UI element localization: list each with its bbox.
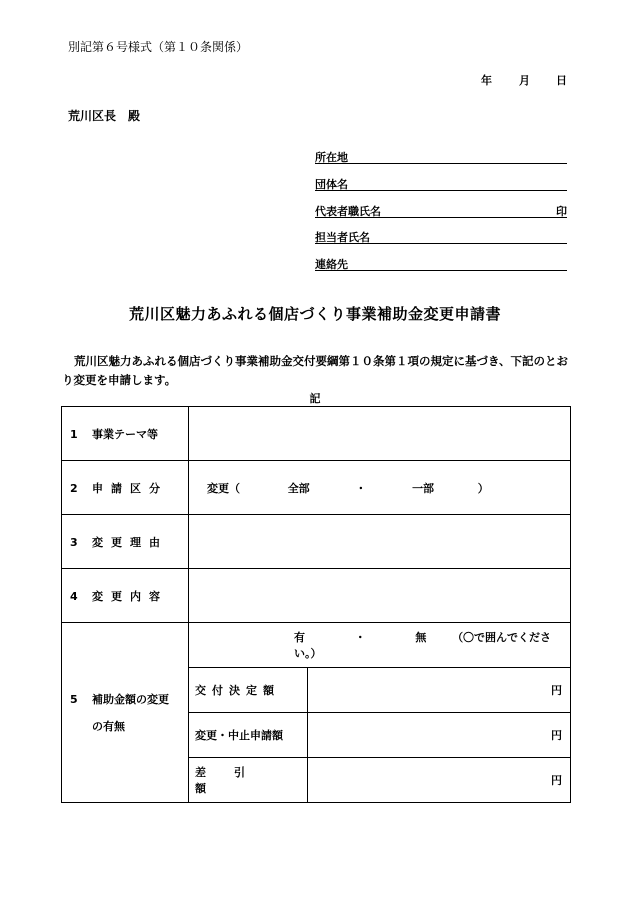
- table-row: [62, 569, 571, 623]
- table-row: [62, 461, 571, 515]
- seal-mark: 印: [556, 205, 567, 218]
- contact-person-label: 担当者氏名: [315, 231, 370, 244]
- row-label: [62, 569, 189, 623]
- date-day: 日: [556, 74, 567, 87]
- date-month: 月: [519, 74, 530, 87]
- addressee: 荒川区長 殿: [68, 109, 141, 123]
- reason-label: 変更理由: [92, 535, 168, 549]
- date-year: 年: [481, 74, 492, 87]
- row-number: 5: [70, 692, 78, 706]
- amount-label: 変更・中止申請額: [189, 713, 308, 758]
- row-number: 1: [70, 427, 78, 441]
- application-table: [61, 406, 571, 803]
- close-paren: ）: [477, 481, 489, 495]
- option-part[interactable]: 一部: [412, 481, 435, 495]
- yen-unit: 円: [551, 729, 562, 742]
- row-label: [62, 515, 189, 569]
- body-text: 荒川区魅力あふれる個店づくり事業補助金交付要綱第１０条第１項の規定に基づき、下記のとおり変更を申請します。: [62, 354, 569, 387]
- contact-person-field[interactable]: [315, 229, 567, 244]
- separator-dot: ・: [354, 631, 366, 644]
- table-row: [62, 515, 571, 569]
- table-row: [62, 623, 571, 668]
- amount-label: 差引額: [189, 758, 308, 803]
- yes-no-field[interactable]: [189, 623, 571, 668]
- row-number: 2: [70, 481, 78, 495]
- circle-note: （〇で囲んでください。）: [294, 631, 552, 660]
- granted-amount-field[interactable]: [308, 668, 571, 713]
- category-field[interactable]: [189, 461, 571, 515]
- content-field[interactable]: [189, 569, 571, 623]
- contact-label: 連絡先: [315, 258, 348, 271]
- separator-dot: ・: [355, 481, 367, 495]
- document-title: 荒川区魅力あふれる個店づくり事業補助金変更申請書: [128, 305, 501, 323]
- option-all[interactable]: 全部: [287, 481, 310, 495]
- category-label: 申請区分: [92, 481, 168, 495]
- row-label: [62, 623, 189, 803]
- theme-label: 事業テーマ等: [92, 427, 158, 441]
- table-row: [62, 407, 571, 461]
- group-name-label: 団体名: [315, 178, 348, 191]
- theme-field[interactable]: [189, 407, 571, 461]
- address-field[interactable]: [315, 149, 567, 164]
- subsidy-change-label: 補助金額の変更: [92, 692, 169, 706]
- row-label: [62, 461, 189, 515]
- form-number: 別記第６号様式（第１０条関係）: [68, 40, 249, 54]
- change-text: 変更（: [207, 481, 240, 495]
- group-name-field[interactable]: [315, 176, 567, 191]
- representative-field[interactable]: [315, 203, 567, 218]
- ki-heading: 記: [309, 392, 321, 405]
- representative-label: 代表者職氏名: [315, 205, 381, 218]
- yen-unit: 円: [551, 684, 562, 697]
- option-yes[interactable]: 有: [294, 631, 305, 644]
- yen-unit: 円: [551, 774, 562, 787]
- option-no[interactable]: 無: [415, 631, 427, 644]
- amount-label: 交付決定額: [189, 668, 308, 713]
- row-number: 4: [70, 589, 78, 603]
- contact-field[interactable]: [315, 256, 567, 271]
- row-label: [62, 407, 189, 461]
- requested-amount-field[interactable]: [308, 713, 571, 758]
- address-label: 所在地: [315, 151, 348, 164]
- content-label: 変更内容: [92, 589, 168, 603]
- difference-amount-field[interactable]: [308, 758, 571, 803]
- row-number: 3: [70, 535, 78, 549]
- subsidy-change-label-2: の有無: [92, 719, 125, 733]
- reason-field[interactable]: [189, 515, 571, 569]
